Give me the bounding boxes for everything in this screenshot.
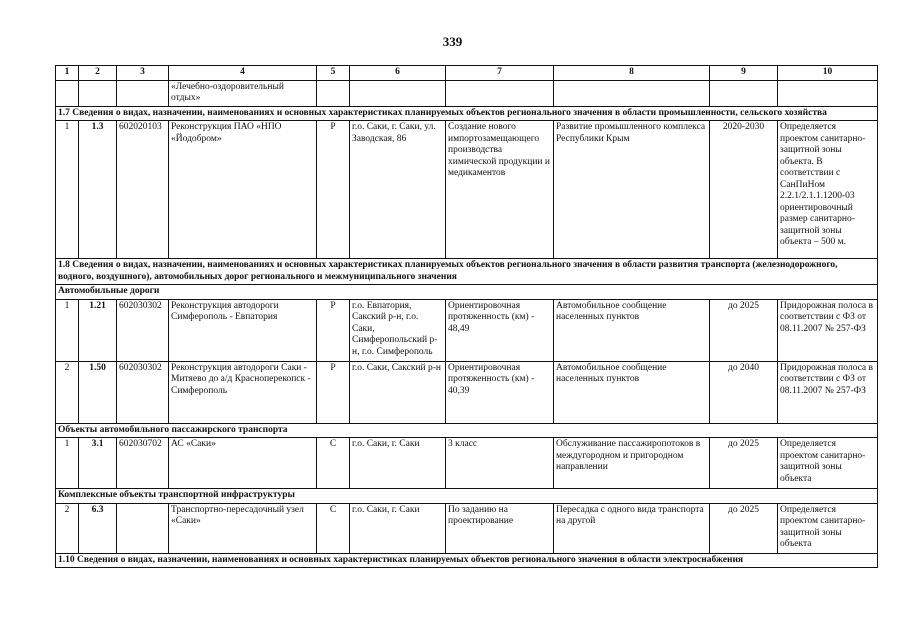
object-name: Реконструкция автодороги Саки - Митяево до а/д Красноперекопск - Симферополь [169,361,317,423]
column-number-header-row [56,66,878,81]
object-purpose: Автомобильное сообщение населенных пунктов [554,361,710,423]
row-number: 1 [56,299,79,361]
column-number: 1 [56,66,79,81]
subsection-heading: Автомобильные дороги [56,285,878,300]
object-zone: Определяется проектом санитарно-защитной зоны объекта [778,438,878,489]
object-kind: С [317,503,350,553]
object-id: 602020103 [117,121,169,259]
subsection-heading-row [56,423,878,438]
object-characteristics: По заданию на проектирование [446,503,554,553]
object-term: 2020-2030 [710,121,778,259]
table-row [56,503,878,553]
column-number: 4 [169,66,317,81]
object-term: до 2025 [710,299,778,361]
column-number: 7 [446,66,554,81]
section-heading-row [56,553,878,568]
object-code: 6.3 [79,503,117,553]
object-location: г.о. Саки, г. Саки, ул. Заводская, 86 [350,121,446,259]
object-characteristics: Создание нового импортозамещающего производства химической продукции и медикаментов [446,121,554,259]
section-heading: 1.8 Сведения о видах, назначении, наименованиях и основных характеристиках планируемых объектов регионального значения в области развития транспорта (железнодорожного, водного, воздушного), автомобильных дорог регионального и межмуниципального значения [56,259,878,285]
object-zone: Придорожная полоса в соответствии с ФЗ от 08.11.2007 № 257-ФЗ [778,361,878,423]
section-heading-row [56,259,878,285]
object-code: 1.21 [79,299,117,361]
column-number: 3 [117,66,169,81]
object-purpose: Обслуживание пассажиропотоков в междугородном и пригородном направлении [554,438,710,489]
column-number: 6 [350,66,446,81]
object-location: г.о. Саки, г. Саки [350,503,446,553]
object-characteristics: Ориентировочная протяженность (км) - 40,39 [446,361,554,423]
object-id: 602030702 [117,438,169,489]
column-number: 2 [79,66,117,81]
object-location: г.о. Евпатория, Сакский р-н, г.о. Саки, Симферопольский р-н, г.о. Симферополь [350,299,446,361]
row-number: 1 [56,121,79,259]
object-zone: Придорожная полоса в соответствии с ФЗ от 08.11.2007 № 257-ФЗ [778,299,878,361]
table-row [56,299,878,361]
object-name: Реконструкция автодороги Симферополь - Евпатория [169,299,317,361]
object-location: г.о. Саки, г. Саки [350,438,446,489]
planned-objects-table [55,65,878,568]
subsection-heading: Комплексные объекты транспортной инфраструктуры [56,489,878,504]
subsection-heading-row [56,285,878,300]
object-kind: Р [317,299,350,361]
table-row [56,361,878,423]
column-number: 5 [317,66,350,81]
row-number: 2 [56,503,79,553]
object-zone: Определяется проектом санитарно-защитной зоны объекта [778,503,878,553]
object-code: 3.1 [79,438,117,489]
row-number: 2 [56,361,79,423]
column-number: 10 [778,66,878,81]
object-purpose: Развитие промышленного комплекса Республики Крым [554,121,710,259]
section-heading: 1.10 Сведения о видах, назначении, наименованиях и основных характеристиках планируемых объектов регионального значения в области электроснабжения [56,553,878,568]
object-term: до 2040 [710,361,778,423]
object-characteristics: Ориентировочная протяженность (км) - 48,49 [446,299,554,361]
table-row [56,438,878,489]
object-zone: Определяется проектом санитарно-защитной зоны объекта. В соответствии с СанПиНом 2.2.1/2.1.1.1200-03 ориентировочный размер санитарно-защитной зоны объекта – 500 м. [778,121,878,259]
object-purpose: Пересадка с одного вида транспорта на другой [554,503,710,553]
object-kind: Р [317,121,350,259]
subsection-heading-row [56,489,878,504]
object-id: 602030302 [117,299,169,361]
object-code: 1.50 [79,361,117,423]
object-location: г.о. Саки, Сакский р-н [350,361,446,423]
section-heading: 1.7 Сведения о видах, назначении, наименованиях и основных характеристиках планируемых объектов регионального значения в области промышленности, сельского хозяйства [56,106,878,121]
object-characteristics: 3 класс [446,438,554,489]
object-code: 1.3 [79,121,117,259]
object-name: «Лечебно-оздоровительный отдых» [169,80,317,106]
object-name: Транспортно-пересадочный узел «Саки» [169,503,317,553]
object-term: до 2025 [710,438,778,489]
object-id [117,503,169,553]
column-number: 9 [710,66,778,81]
object-term: до 2025 [710,503,778,553]
subsection-heading: Объекты автомобильного пассажирского транспорта [56,423,878,438]
table-row [56,121,878,259]
object-kind: С [317,438,350,489]
row-number: 1 [56,438,79,489]
column-number: 8 [554,66,710,81]
object-kind: Р [317,361,350,423]
page-number: 339 [442,34,463,49]
section-heading-row [56,106,878,121]
table-row [56,80,878,106]
object-name: Реконструкция ПАО «НПО «Йодобром» [169,121,317,259]
object-name: АС «Саки» [169,438,317,489]
object-id: 602030302 [117,361,169,423]
object-purpose: Автомобильное сообщение населенных пунктов [554,299,710,361]
